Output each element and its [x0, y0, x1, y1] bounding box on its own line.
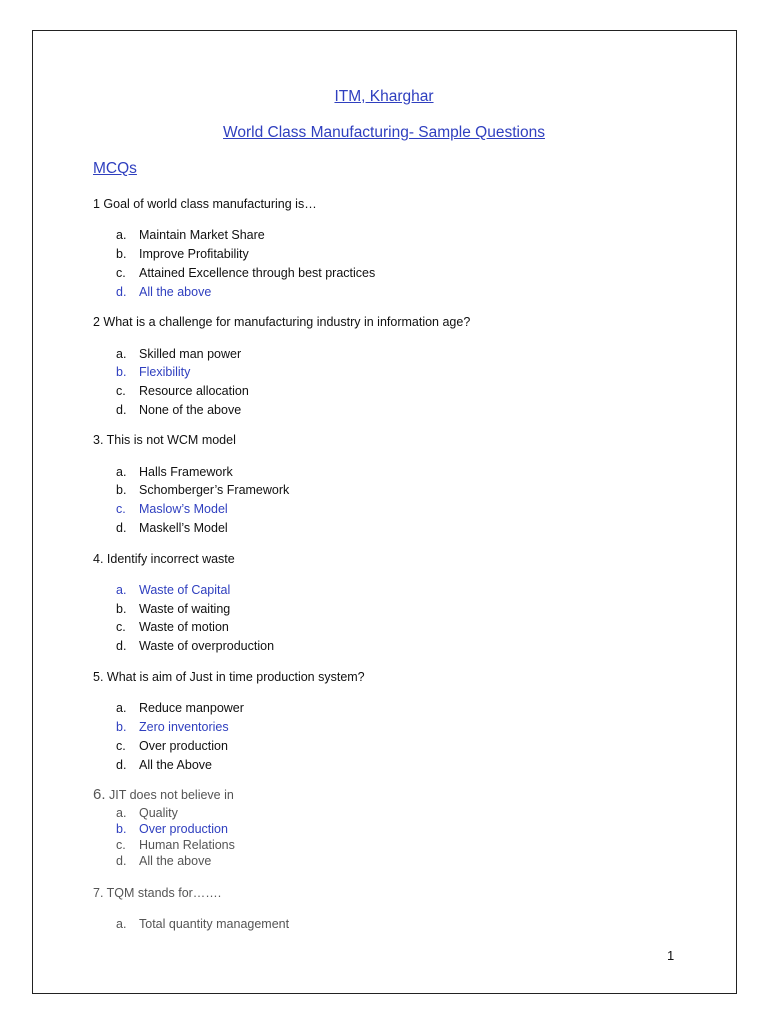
question-3-option-b — [116, 482, 289, 498]
option-text: Over production — [139, 822, 228, 836]
option-letter: d. — [116, 758, 127, 772]
question-1-option-a — [116, 227, 265, 243]
question-1-option-d — [116, 284, 211, 300]
option-letter: c. — [116, 266, 126, 280]
option-letter: b. — [116, 822, 127, 836]
question-6-number: 6. — [93, 786, 106, 803]
option-letter: d. — [116, 403, 127, 417]
question-4-option-c — [116, 619, 229, 635]
option-letter: c. — [116, 739, 126, 753]
option-text: Reduce manpower — [139, 701, 244, 715]
option-letter: a. — [116, 583, 127, 597]
question-6-option-c — [116, 837, 235, 853]
option-text: All the above — [139, 854, 212, 868]
document-subtitle: World Class Manufacturing- Sample Questions — [223, 124, 545, 141]
question-1-option-c — [116, 265, 375, 281]
option-text: Flexibility — [139, 365, 191, 379]
question-3-option-a — [116, 464, 233, 480]
option-text: Schomberger’s Framework — [139, 483, 290, 497]
option-letter: a. — [116, 806, 127, 820]
question-5-option-c — [116, 738, 228, 754]
question-7: 7. TQM stands for……. — [93, 886, 222, 900]
option-text: Resource allocation — [139, 384, 249, 398]
option-letter: b. — [116, 365, 127, 379]
question-1: 1 Goal of world class manufacturing is… — [93, 197, 317, 211]
question-5-option-b — [116, 719, 229, 735]
question-4-option-b — [116, 601, 230, 617]
option-letter: d. — [116, 639, 127, 653]
option-letter: c. — [116, 838, 126, 852]
option-text: Halls Framework — [139, 465, 233, 479]
option-text: Maslow’s Model — [139, 502, 228, 516]
question-6-option-d — [116, 853, 211, 869]
option-letter: c. — [116, 620, 126, 634]
option-text: Waste of waiting — [139, 602, 231, 616]
option-text: Quality — [139, 806, 178, 820]
option-letter: a. — [116, 347, 127, 361]
option-text: Maskell’s Model — [139, 521, 228, 535]
option-letter: b. — [116, 720, 127, 734]
question-7-option-a — [116, 916, 289, 932]
option-letter: c. — [116, 384, 126, 398]
question-2-option-c — [116, 383, 249, 399]
option-letter: a. — [116, 701, 127, 715]
question-6-option-b — [116, 821, 228, 837]
option-text: Attained Excellence through best practices — [139, 266, 376, 280]
question-1-option-b — [116, 246, 249, 262]
section-heading: MCQs — [93, 160, 137, 177]
question-5: 5. What is aim of Just in time production system? — [93, 670, 365, 684]
question-6 — [93, 787, 234, 803]
option-letter: d. — [116, 854, 127, 868]
question-2: 2 What is a challenge for manufacturing industry in information age? — [93, 315, 471, 329]
option-letter: d. — [116, 521, 127, 535]
option-letter: b. — [116, 483, 127, 497]
option-text: Total quantity management — [139, 917, 290, 931]
question-6-option-a — [116, 805, 178, 821]
option-text: Over production — [139, 739, 228, 753]
option-text: All the Above — [139, 758, 212, 772]
question-4-option-a — [116, 582, 230, 598]
question-3: 3. This is not WCM model — [93, 433, 236, 447]
document-title: ITM, Kharghar — [334, 88, 434, 105]
option-text: Human Relations — [139, 838, 235, 852]
option-letter: a. — [116, 917, 127, 931]
question-3-option-d — [116, 520, 228, 536]
page-number: 1 — [667, 948, 675, 963]
question-6-text: JIT does not believe in — [105, 788, 234, 802]
option-text: Waste of motion — [139, 620, 229, 634]
option-letter: b. — [116, 602, 127, 616]
question-4-option-d — [116, 638, 274, 654]
question-2-option-a — [116, 346, 241, 362]
option-text: Zero inventories — [139, 720, 229, 734]
question-5-option-d — [116, 757, 212, 773]
question-2-option-d — [116, 402, 241, 418]
option-letter: b. — [116, 247, 127, 261]
option-text: Waste of Capital — [139, 583, 231, 597]
question-2-option-b — [116, 364, 190, 380]
option-text: None of the above — [139, 403, 242, 417]
option-letter: a. — [116, 465, 127, 479]
option-letter: c. — [116, 502, 126, 516]
option-text: Skilled man power — [139, 347, 242, 361]
option-text: Maintain Market Share — [139, 228, 265, 242]
question-5-option-a — [116, 700, 244, 716]
question-3-option-c — [116, 501, 228, 517]
option-text: All the above — [139, 285, 212, 299]
option-text: Waste of overproduction — [139, 639, 275, 653]
option-letter: d. — [116, 285, 127, 299]
option-letter: a. — [116, 228, 127, 242]
question-4: 4. Identify incorrect waste — [93, 552, 235, 566]
option-text: Improve Profitability — [139, 247, 249, 261]
